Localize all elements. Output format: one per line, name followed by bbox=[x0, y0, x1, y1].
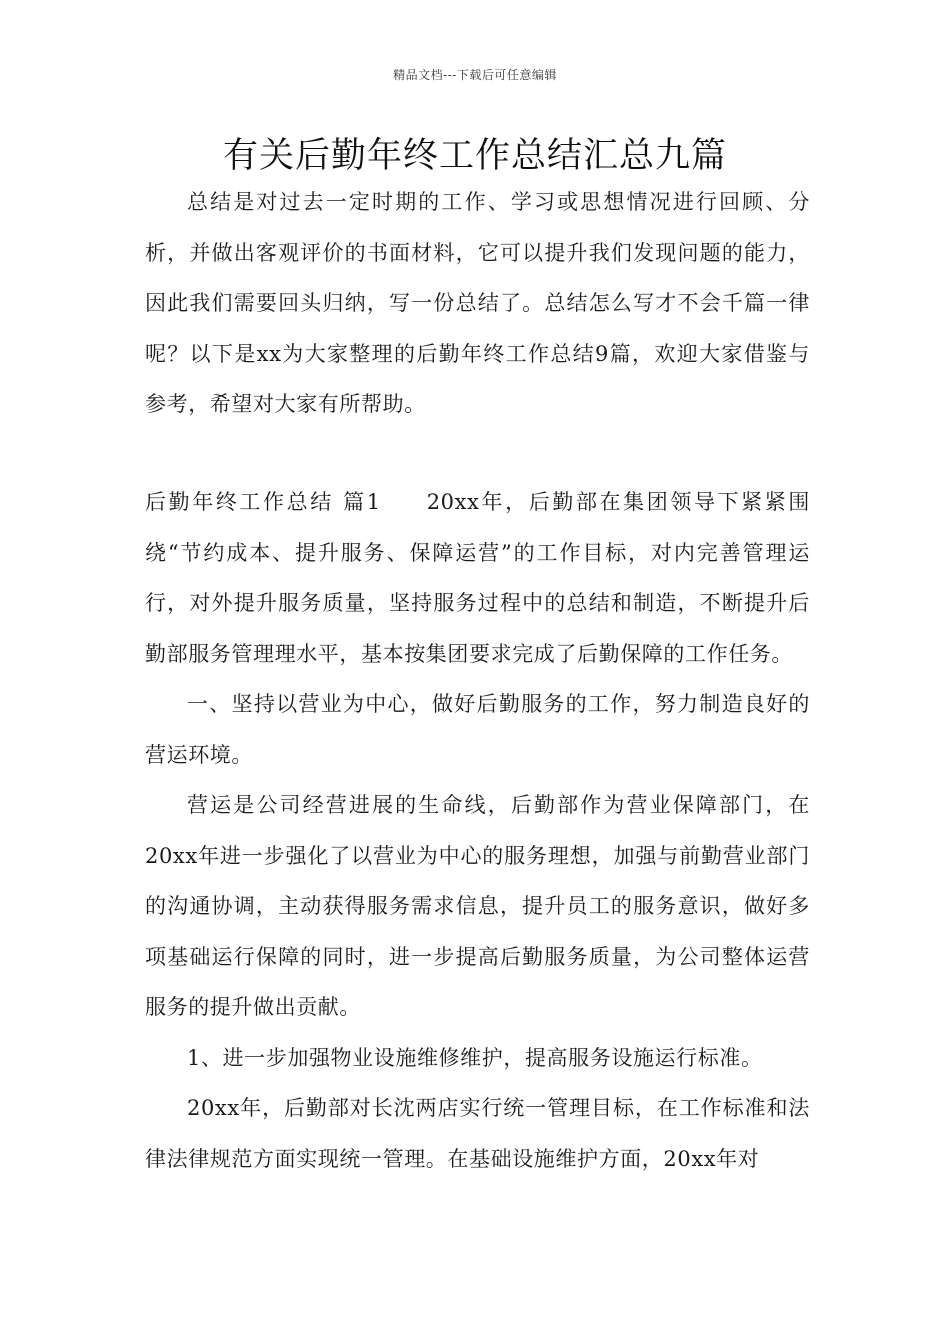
document-title: 有关后勤年终工作总结汇总九篇 bbox=[222, 136, 727, 176]
header-note: 精品文档---下载后可任意编辑 bbox=[393, 68, 557, 82]
section-1-lead: 20xx年，后勤部在集团领导下紧紧围绕“节约成本、提升服务、保障运营”的工作目标，对内完善管理运行，对外提升服务质量，坚持服务过程中的总结和制造，不断提升后勤部服务管理理水平，基本按集团要求完成了后勤保障的工作任务。 bbox=[145, 490, 810, 666]
paragraph-item: 营运是公司经营进展的生命线，后勤部作为营业保障部门，在20xx年进一步强化了以营业为中心的服务理想，加强与前勤营业部门的沟通协调，主动获得服务需求信息，提升员工的服务意识，做好多项基础运行保障的同时，进一步提高后勤服务质量，为公司整体运营服务的提升做出贡献。 bbox=[145, 793, 810, 1019]
paragraph-item: 20xx年，后勤部对长沈两店实行统一管理目标，在工作标准和法律法律规范方面实现统一管理。在基础设施维护方面，20xx年对 bbox=[145, 1096, 810, 1171]
paragraph-item: 一、坚持以营业为中心，做好后勤服务的工作，努力制造良好的营运环境。 bbox=[145, 692, 810, 767]
content-block bbox=[145, 477, 810, 1184]
section-1-heading: 后勤年终工作总结 篇1 bbox=[145, 490, 381, 514]
paragraph-item: 1、进一步加强物业设施维修维护，提高服务设施运行标准。 bbox=[187, 1045, 763, 1070]
section-1-paragraph bbox=[145, 477, 810, 679]
intro-block bbox=[145, 177, 810, 430]
intro-paragraph: 总结是对过去一定时期的工作、学习或思想情况进行回顾、分析，并做出客观评价的书面材料，它可以提升我们发现问题的能力，因此我们需要回头归纳，写一份总结了。总结怎么写才不会千篇一律呢？以下是xx为大家整理的后勤年终工作总结9篇，欢迎大家借鉴与参考，希望对大家有所帮助。 bbox=[145, 190, 810, 416]
